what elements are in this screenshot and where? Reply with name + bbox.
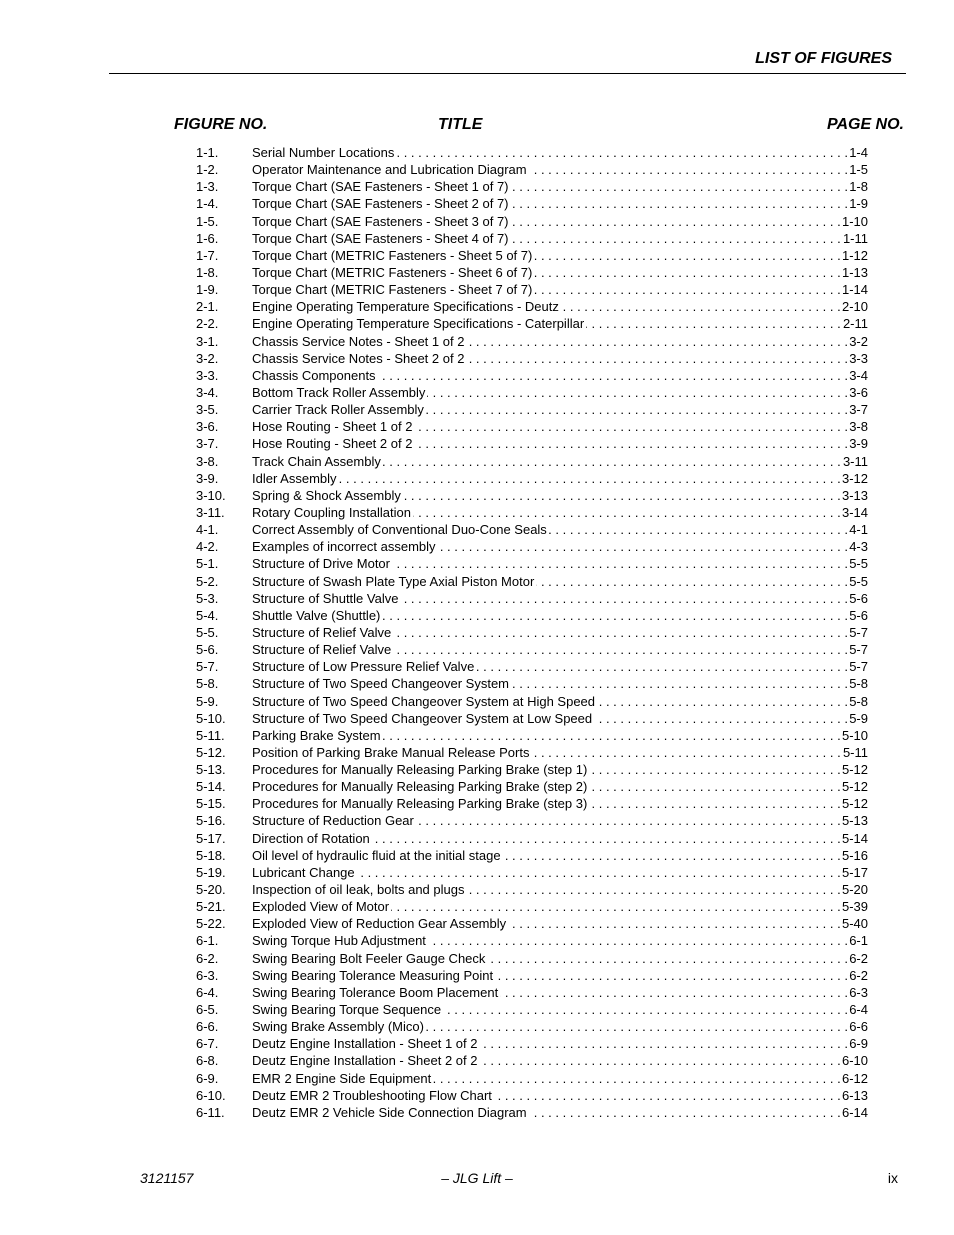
- figure-number: 6-3.: [196, 967, 219, 983]
- figure-title-leader: [252, 350, 847, 367]
- figure-number: 1-6.: [196, 230, 219, 246]
- figure-page: 5-12: [841, 762, 868, 778]
- figure-title: Lubricant Change: [252, 864, 355, 880]
- figure-title-leader: [252, 333, 847, 350]
- figure-title: Torque Chart (SAE Fasteners - Sheet 2 of 7): [252, 196, 509, 212]
- figure-title: Deutz Engine Installation - Sheet 1 of 2: [252, 1036, 478, 1052]
- figure-row: [196, 367, 868, 384]
- figure-number: 3-8.: [196, 453, 219, 469]
- figure-number: 3-1.: [196, 333, 219, 349]
- figure-row: [196, 1035, 868, 1052]
- figure-page: 5-12: [841, 779, 868, 795]
- figure-number: 6-11.: [196, 1104, 225, 1120]
- figure-title-leader: [252, 864, 840, 881]
- figure-page: 5-5: [849, 573, 868, 589]
- figure-row: [196, 915, 868, 932]
- figure-title-leader: [252, 1035, 847, 1052]
- figure-number: 5-3.: [196, 590, 219, 606]
- figure-page: 3-8: [849, 419, 868, 435]
- figure-page: 5-12: [841, 796, 868, 812]
- figure-row: [196, 401, 868, 418]
- figure-title: Structure of Low Pressure Relief Valve: [252, 659, 475, 675]
- figure-title: Carrier Track Roller Assembly: [252, 402, 424, 418]
- figure-row: [196, 504, 868, 521]
- figure-row: [196, 881, 868, 898]
- figure-number: 5-14.: [196, 779, 226, 795]
- figure-page: 6-14: [841, 1104, 868, 1120]
- figure-title: Structure of Drive Motor: [252, 556, 390, 572]
- figure-number: 5-22.: [196, 916, 226, 932]
- figure-page: 6-6: [849, 1019, 868, 1035]
- figure-page: 6-3: [849, 984, 868, 1000]
- figure-page: 1-4: [849, 145, 868, 160]
- figure-title: Rotary Coupling Installation: [252, 504, 411, 520]
- figure-title: Serial Number Locations: [252, 145, 395, 160]
- figure-title-leader: [252, 521, 847, 538]
- figure-title: EMR 2 Engine Side Equipment: [252, 1070, 432, 1086]
- figure-page: 6-12: [841, 1070, 868, 1086]
- figure-title: Direction of Rotation: [252, 830, 370, 846]
- figure-page: 3-7: [849, 402, 868, 418]
- figure-title-leader: [252, 658, 847, 675]
- figure-title: Correct Assembly of Conventional Duo-Cone Seals: [252, 522, 547, 538]
- figure-title: Torque Chart (METRIC Fasteners - Sheet 7 of 7): [252, 282, 533, 298]
- figure-title: Torque Chart (METRIC Fasteners - Sheet 5 of 7): [252, 247, 533, 263]
- figure-page: 1-9: [849, 196, 868, 212]
- figure-number: 5-20.: [196, 882, 226, 898]
- figure-page: 3-9: [849, 436, 868, 452]
- figure-row: [196, 710, 868, 727]
- figure-page: 3-4: [849, 367, 868, 383]
- figure-title: Chassis Components: [252, 367, 376, 383]
- figure-title: Swing Bearing Torque Sequence: [252, 1002, 442, 1018]
- footer-brand: – JLG Lift –: [441, 1170, 513, 1186]
- figure-number: 2-1.: [196, 299, 219, 315]
- figure-list: [196, 144, 868, 1121]
- figure-number: 1-2.: [196, 162, 219, 178]
- figure-number: 5-12.: [196, 744, 226, 760]
- figure-title: Oil level of hydraulic fluid at the initial stage: [252, 847, 501, 863]
- figure-row: [196, 384, 868, 401]
- figure-number: 1-1.: [196, 145, 219, 160]
- figure-title: Swing Torque Hub Adjustment: [252, 933, 426, 949]
- figure-page: 6-2: [849, 967, 868, 983]
- figure-number: 6-1.: [196, 933, 219, 949]
- figure-number: 1-3.: [196, 179, 219, 195]
- figure-page: 5-6: [849, 590, 868, 606]
- figure-title-leader: [252, 1001, 847, 1018]
- figure-title: Operator Maintenance and Lubrication Diagram: [252, 162, 527, 178]
- figure-title-leader: [252, 830, 840, 847]
- figure-row: [196, 521, 868, 538]
- figure-page: 2-10: [841, 299, 868, 315]
- figure-title: Position of Parking Brake Manual Release Ports: [252, 744, 530, 760]
- figure-title-leader: [252, 778, 840, 795]
- figure-page: 5-10: [841, 727, 868, 743]
- figure-row: [196, 590, 868, 607]
- figure-page: 5-9: [849, 710, 868, 726]
- figure-page: 5-7: [849, 659, 868, 675]
- figure-row: [196, 795, 868, 812]
- figure-number: 3-3.: [196, 367, 219, 383]
- figure-row: [196, 1070, 868, 1087]
- figure-row: [196, 932, 868, 949]
- footer-doc-number: 3121157: [140, 1170, 194, 1186]
- figure-row: [196, 761, 868, 778]
- figure-row: [196, 1001, 868, 1018]
- figure-page: 5-7: [849, 642, 868, 658]
- figure-page: 6-1: [849, 933, 868, 949]
- figure-number: 5-13.: [196, 762, 226, 778]
- figure-title-leader: [252, 847, 840, 864]
- figure-row: [196, 624, 868, 641]
- figure-title-leader: [252, 418, 847, 435]
- figure-row: [196, 607, 868, 624]
- figure-number: 6-2.: [196, 950, 219, 966]
- figure-number: 1-5.: [196, 213, 219, 229]
- figure-page: 5-7: [849, 624, 868, 640]
- figure-title: Swing Bearing Bolt Feeler Gauge Check: [252, 950, 486, 966]
- figure-number: 6-10.: [196, 1087, 226, 1103]
- figure-page: 1-5: [849, 162, 868, 178]
- figure-title-leader: [252, 898, 840, 915]
- figure-title: Chassis Service Notes - Sheet 1 of 2: [252, 333, 465, 349]
- figure-title-leader: [252, 247, 840, 264]
- figure-title: Procedures for Manually Releasing Parking Brake (step 1): [252, 762, 588, 778]
- figure-page: 5-8: [849, 693, 868, 709]
- figure-title: Swing Bearing Tolerance Boom Placement: [252, 984, 499, 1000]
- figure-row: [196, 658, 868, 675]
- figure-title: Torque Chart (SAE Fasteners - Sheet 1 of 7): [252, 179, 509, 195]
- figure-row: [196, 864, 868, 881]
- figure-row: [196, 144, 868, 161]
- figure-title-leader: [252, 281, 840, 298]
- figure-number: 3-4.: [196, 384, 219, 400]
- figure-row: [196, 315, 868, 332]
- figure-number: 6-7.: [196, 1036, 219, 1052]
- figure-number: 5-17.: [196, 830, 226, 846]
- figure-title-leader: [252, 710, 847, 727]
- figure-title-leader: [252, 264, 840, 281]
- figure-title: Parking Brake System: [252, 727, 381, 743]
- page-header-title: LIST OF FIGURES: [755, 50, 892, 67]
- figure-title-leader: [252, 1052, 840, 1069]
- figure-title: Structure of Reduction Gear: [252, 813, 414, 829]
- figure-page: 5-16: [841, 847, 868, 863]
- figure-title: Structure of Relief Valve: [252, 624, 392, 640]
- figure-number: 3-6.: [196, 419, 219, 435]
- figure-title: Shuttle Valve (Shuttle): [252, 607, 381, 623]
- figure-number: 3-2.: [196, 350, 219, 366]
- figure-title-leader: [252, 984, 847, 1001]
- figure-number: 5-19.: [196, 864, 226, 880]
- figure-row: [196, 418, 868, 435]
- figure-title: Swing Bearing Tolerance Measuring Point: [252, 967, 494, 983]
- figure-title-leader: [252, 573, 847, 590]
- figure-page: 5-20: [841, 882, 868, 898]
- figure-page: 5-13: [841, 813, 868, 829]
- figure-title-leader: [252, 812, 840, 829]
- figure-row: [196, 641, 868, 658]
- figure-title: Hose Routing - Sheet 1 of 2: [252, 419, 413, 435]
- figure-row: [196, 812, 868, 829]
- figure-row: [196, 1104, 868, 1121]
- figure-row: [196, 230, 868, 247]
- figure-page: 3-3: [849, 350, 868, 366]
- figure-number: 3-10.: [196, 487, 226, 503]
- figure-title-leader: [252, 693, 847, 710]
- figure-title-leader: [252, 401, 847, 418]
- figure-title-leader: [252, 915, 840, 932]
- figure-row: [196, 350, 868, 367]
- figure-title-leader: [252, 555, 847, 572]
- figure-title-leader: [252, 504, 840, 521]
- figure-row: [196, 247, 868, 264]
- figure-number: 1-7.: [196, 247, 219, 263]
- figure-row: [196, 1087, 868, 1104]
- figure-number: 6-6.: [196, 1019, 219, 1035]
- figure-number: 1-8.: [196, 264, 219, 280]
- figure-title-leader: [252, 761, 840, 778]
- footer-page-number: ix: [887, 1170, 898, 1186]
- figure-row: [196, 950, 868, 967]
- figure-number: 6-5.: [196, 1002, 219, 1018]
- figure-title: Structure of Relief Valve: [252, 642, 392, 658]
- figure-title-leader: [252, 384, 847, 401]
- figure-row: [196, 487, 868, 504]
- figure-title-leader: [252, 727, 840, 744]
- figure-title: Torque Chart (METRIC Fasteners - Sheet 6 of 7): [252, 264, 533, 280]
- figure-title-leader: [252, 367, 847, 384]
- figure-row: [196, 573, 868, 590]
- figure-number: 6-8.: [196, 1053, 219, 1069]
- figure-title: Procedures for Manually Releasing Parking Brake (step 2): [252, 779, 588, 795]
- figure-number: 5-10.: [196, 710, 226, 726]
- figure-title-leader: [252, 435, 847, 452]
- figure-row: [196, 281, 868, 298]
- figure-title-leader: [252, 624, 847, 641]
- figure-title-leader: [252, 213, 840, 230]
- figure-number: 5-11.: [196, 727, 225, 743]
- figure-title-leader: [252, 641, 847, 658]
- figure-page: 3-6: [849, 384, 868, 400]
- figure-title-leader: [252, 675, 847, 692]
- figure-row: [196, 1018, 868, 1035]
- figure-row: [196, 453, 868, 470]
- figure-number: 6-9.: [196, 1070, 219, 1086]
- figure-row: [196, 264, 868, 281]
- figure-title-leader: [252, 195, 847, 212]
- figure-row: [196, 727, 868, 744]
- figure-number: 5-15.: [196, 796, 226, 812]
- column-header-page-no: PAGE NO.: [826, 116, 904, 133]
- figure-page: 3-11: [842, 453, 868, 469]
- figure-number: 5-7.: [196, 659, 219, 675]
- figure-number: 1-9.: [196, 282, 219, 298]
- figure-title-leader: [252, 538, 847, 555]
- figure-title: Idler Assembly: [252, 470, 337, 486]
- figure-page: 4-3: [849, 539, 868, 555]
- figure-number: 5-2.: [196, 573, 219, 589]
- figure-title: Exploded View of Motor: [252, 899, 390, 915]
- figure-page: 6-13: [841, 1087, 868, 1103]
- figure-page: 5-40: [841, 916, 868, 932]
- figure-number: 3-11.: [196, 504, 225, 520]
- figure-title: Chassis Service Notes - Sheet 2 of 2: [252, 350, 465, 366]
- figure-title-leader: [252, 950, 847, 967]
- figure-title: Spring & Shock Assembly: [252, 487, 401, 503]
- figure-title-leader: [252, 1087, 840, 1104]
- figure-page: 1-8: [849, 179, 868, 195]
- figure-row: [196, 333, 868, 350]
- figure-row: [196, 435, 868, 452]
- figure-title-leader: [252, 453, 841, 470]
- figure-row: [196, 984, 868, 1001]
- figure-title-leader: [252, 607, 847, 624]
- figure-page: 5-6: [849, 607, 868, 623]
- figure-page: 3-13: [841, 487, 868, 503]
- figure-page: 5-14: [841, 830, 868, 846]
- figure-title-leader: [252, 1070, 840, 1087]
- figure-title: Engine Operating Temperature Specifications - Caterpillar: [252, 316, 585, 332]
- figure-title-leader: [252, 881, 840, 898]
- figure-page: 5-8: [849, 676, 868, 692]
- figure-title: Deutz EMR 2 Vehicle Side Connection Diagram: [252, 1104, 527, 1120]
- figure-title: Track Chain Assembly: [252, 453, 381, 469]
- figure-title: Bottom Track Roller Assembly: [252, 384, 426, 400]
- figure-title-leader: [252, 230, 841, 247]
- figure-page: 6-4: [849, 1002, 868, 1018]
- figure-number: 3-5.: [196, 402, 219, 418]
- figure-title-leader: [252, 315, 841, 332]
- figure-number: 5-16.: [196, 813, 226, 829]
- figure-title: Deutz Engine Installation - Sheet 2 of 2: [252, 1053, 478, 1069]
- figure-row: [196, 675, 868, 692]
- figure-title-leader: [252, 744, 841, 761]
- figure-number: 5-4.: [196, 607, 219, 623]
- figure-number: 1-4.: [196, 196, 219, 212]
- figure-title: Structure of Shuttle Valve: [252, 590, 399, 606]
- figure-row: [196, 830, 868, 847]
- figure-title: Torque Chart (SAE Fasteners - Sheet 3 of 7): [252, 213, 509, 229]
- figure-row: [196, 967, 868, 984]
- figure-title-leader: [252, 161, 847, 178]
- figure-title: Swing Brake Assembly (Mico): [252, 1019, 424, 1035]
- figure-title-leader: [252, 932, 847, 949]
- figure-title: Procedures for Manually Releasing Parking Brake (step 3): [252, 796, 588, 812]
- figure-number: 5-18.: [196, 847, 226, 863]
- figure-row: [196, 555, 868, 572]
- figure-page: 3-12: [841, 470, 868, 486]
- figure-row: [196, 1052, 868, 1069]
- figure-title-leader: [252, 967, 847, 984]
- figure-title: Torque Chart (SAE Fasteners - Sheet 4 of 7): [252, 230, 509, 246]
- figure-page: 3-14: [841, 504, 868, 520]
- column-header-figure-no: FIGURE NO.: [174, 116, 268, 133]
- figure-row: [196, 778, 868, 795]
- figure-number: 3-9.: [196, 470, 219, 486]
- figure-number: 2-2.: [196, 316, 219, 332]
- figure-row: [196, 213, 868, 230]
- figure-row: [196, 298, 868, 315]
- figure-title: Examples of incorrect assembly: [252, 539, 436, 555]
- figure-page: 1-10: [841, 213, 868, 229]
- figure-number: 4-2.: [196, 539, 219, 555]
- figure-row: [196, 195, 868, 212]
- figure-title-leader: [252, 144, 847, 161]
- figure-page: 6-10: [841, 1053, 868, 1069]
- figure-title-leader: [252, 795, 840, 812]
- figure-title: Structure of Two Speed Changeover System at Low Speed: [252, 710, 593, 726]
- figure-title-leader: [252, 487, 840, 504]
- figure-page: 1-11: [842, 230, 868, 246]
- figure-number: 5-1.: [196, 556, 219, 572]
- figure-number: 5-8.: [196, 676, 219, 692]
- figure-number: 5-9.: [196, 693, 219, 709]
- figure-title: Structure of Two Speed Changeover System: [252, 676, 510, 692]
- figure-title: Structure of Two Speed Changeover System at High Speed: [252, 693, 596, 709]
- figure-page: 6-9: [849, 1036, 868, 1052]
- figure-row: [196, 693, 868, 710]
- header-divider: [109, 73, 906, 74]
- figure-page: 5-11: [842, 744, 868, 760]
- figure-row: [196, 161, 868, 178]
- figure-row: [196, 178, 868, 195]
- column-header-title: TITLE: [438, 116, 483, 133]
- figure-title: Inspection of oil leak, bolts and plugs: [252, 882, 465, 898]
- figure-title-leader: [252, 298, 840, 315]
- figure-title-leader: [252, 470, 840, 487]
- figure-title-leader: [252, 590, 847, 607]
- figure-page: 1-12: [841, 247, 868, 263]
- figure-row: [196, 470, 868, 487]
- figure-page: 5-39: [841, 899, 868, 915]
- figure-number: 5-6.: [196, 642, 219, 658]
- figure-title: Structure of Swash Plate Type Axial Piston Motor: [252, 573, 535, 589]
- figure-title: Deutz EMR 2 Troubleshooting Flow Chart: [252, 1087, 492, 1103]
- figure-page: 3-2: [849, 333, 868, 349]
- figure-number: 5-21.: [196, 899, 226, 915]
- figure-number: 5-5.: [196, 624, 219, 640]
- figure-row: [196, 898, 868, 915]
- figure-row: [196, 744, 868, 761]
- figure-title: Engine Operating Temperature Specifications - Deutz: [252, 299, 559, 315]
- figure-page: 4-1: [849, 522, 868, 538]
- figure-number: 3-7.: [196, 436, 219, 452]
- figure-title: Exploded View of Reduction Gear Assembly: [252, 916, 507, 932]
- figure-page: 6-2: [849, 950, 868, 966]
- figure-number: 4-1.: [196, 522, 219, 538]
- figure-page: 5-5: [849, 556, 868, 572]
- figure-row: [196, 847, 868, 864]
- figure-page: 5-17: [841, 864, 868, 880]
- figure-number: 6-4.: [196, 984, 219, 1000]
- figure-page: 1-14: [841, 282, 868, 298]
- figure-page: 2-11: [842, 316, 868, 332]
- figure-title-leader: [252, 178, 847, 195]
- figure-title-leader: [252, 1104, 840, 1121]
- figure-title-leader: [252, 1018, 847, 1035]
- figure-page: 1-13: [841, 264, 868, 280]
- figure-row: [196, 538, 868, 555]
- figure-title: Hose Routing - Sheet 2 of 2: [252, 436, 413, 452]
